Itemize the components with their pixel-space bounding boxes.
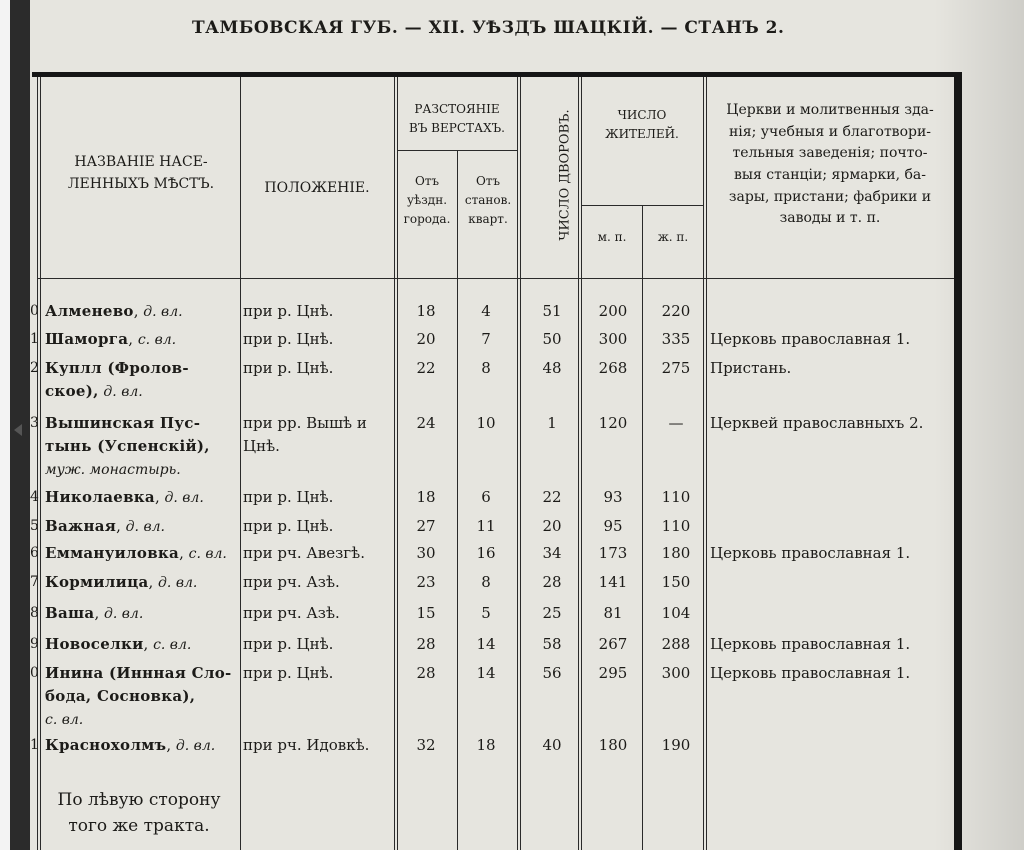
position-line-2: Цнѣ. [243, 437, 280, 455]
place-kind: муж. монастырь. [45, 462, 181, 478]
header-male: м. п. [597, 230, 627, 244]
place-name [45, 412, 245, 482]
table-top-rule [32, 72, 962, 77]
from-station-cell: 14 [476, 635, 496, 653]
female-cell: 288 [661, 635, 691, 653]
place-name [45, 357, 245, 404]
header-households [545, 90, 585, 260]
place-name: Еммануиловка, с. вл. [45, 544, 227, 562]
female-cell: 300 [661, 664, 691, 682]
position-cell: при р. Цнѣ. [243, 635, 334, 653]
place-name: Новоселки, с. вл. [45, 635, 192, 653]
notes-cell: Церковь православная 1. [710, 330, 911, 348]
male-cell: 93 [603, 488, 623, 506]
row-number: 6 [30, 545, 39, 561]
section-subheading-line-2: того же тракта. [68, 816, 210, 836]
from-station-cell: 8 [481, 573, 491, 591]
from-town-cell: 18 [416, 302, 436, 320]
place-name-text: Николаевка [45, 488, 155, 506]
place-name-text: Вышинская Пус- [45, 414, 201, 432]
header-distance: РАЗСТОЯНІЕ ВЪ ВЕРСТАХЪ. [409, 102, 505, 136]
place-name-text: Важная [45, 517, 117, 535]
female-cell: 110 [661, 488, 691, 506]
male-cell: 81 [603, 604, 623, 622]
from-station-cell: 10 [476, 414, 496, 432]
header-name: НАЗВАНІЕ НАСЕ- ЛЕННЫХЪ МѢСТЪ. [67, 154, 215, 192]
male-cell: 120 [598, 414, 628, 432]
row-number: 7 [30, 574, 39, 590]
place-kind: с. вл. [188, 546, 227, 562]
place-name: Краснохолмъ, д. вл. [45, 736, 216, 754]
position-cell: при рч. Идовкѣ. [243, 736, 370, 754]
table-right-rule [954, 72, 962, 850]
position-cell: при р. Цнѣ. [243, 517, 334, 535]
female-cell: 220 [661, 302, 691, 320]
male-cell: 267 [598, 635, 628, 653]
from-station-cell: 16 [476, 544, 496, 562]
place-kind: д. вл. [103, 384, 143, 400]
place-kind: д. вл. [164, 490, 204, 506]
female-cell: 190 [661, 736, 691, 754]
from-town-cell: 30 [416, 544, 436, 562]
female-cell: 150 [661, 573, 691, 591]
position-cell: при р. Цнѣ. [243, 302, 334, 320]
place-name-text-2: бода, Сосновка), [45, 687, 196, 705]
households-cell: 51 [542, 302, 562, 320]
place-name-text: Алменево [45, 302, 134, 320]
place-name-text-2: тынь (Успенскій), [45, 437, 210, 455]
running-head: ТАМБОВСКАЯ ГУБ. — XII. УѢЗДЪ ШАЦКІЙ. — СТАНЪ 2. [192, 18, 785, 38]
from-station-cell: 14 [476, 664, 496, 682]
position-cell: при рч. Авезгѣ. [243, 544, 365, 562]
place-name: Алменево, д. вл. [45, 302, 183, 320]
male-cell: 173 [598, 544, 628, 562]
position-cell: при р. Цнѣ. [243, 330, 334, 348]
from-town-cell: 32 [416, 736, 436, 754]
header-residents: ЧИСЛО ЖИТЕЛЕЙ. [605, 108, 679, 142]
from-town-cell: 20 [416, 330, 436, 348]
place-kind: д. вл. [158, 575, 198, 591]
from-town-cell: 23 [416, 573, 436, 591]
row-number: 3 [30, 415, 39, 431]
male-cell: 141 [598, 573, 628, 591]
place-name: Шаморга, с. вл. [45, 330, 177, 348]
from-station-cell: 8 [481, 359, 491, 377]
female-cell: 104 [661, 604, 691, 622]
place-name-text: Еммануиловка [45, 544, 180, 562]
column-rule [517, 77, 521, 850]
male-cell: 180 [598, 736, 628, 754]
from-station-cell: 6 [481, 488, 491, 506]
header-rule [397, 150, 517, 151]
row-number: 2 [30, 360, 39, 376]
notes-cell: Церковь православная 1. [710, 664, 911, 682]
place-name-text: Кормилица [45, 573, 149, 591]
place-name [45, 662, 245, 732]
from-town-cell: 28 [416, 664, 436, 682]
from-town-cell: 24 [416, 414, 436, 432]
header-from-station: Отъ станов. кварт. [464, 174, 512, 227]
notes-cell: Церквей православныхъ 2. [710, 414, 924, 432]
row-number: 1 [30, 331, 39, 347]
male-cell: 295 [598, 664, 628, 682]
place-kind: с. вл. [137, 332, 177, 348]
place-kind: д. вл. [103, 606, 144, 622]
row-number: 8 [30, 605, 39, 621]
header-female: ж. п. [657, 230, 689, 244]
position-cell: при р. Цнѣ. [243, 359, 334, 377]
header-rule [581, 205, 703, 206]
place-name-text: Шаморга [45, 330, 129, 348]
place-kind: д. вл. [125, 519, 165, 535]
place-name: Ваша, д. вл. [45, 604, 144, 622]
place-kind: д. вл. [175, 738, 216, 754]
place-name-text: Куплл (Фролов- [45, 359, 189, 377]
row-number: 5 [30, 518, 39, 534]
households-cell: 40 [542, 736, 562, 754]
position-cell [243, 412, 393, 458]
households-cell: 56 [542, 664, 562, 682]
households-cell: 58 [542, 635, 562, 653]
place-name-text-2: ское), [45, 382, 99, 400]
row-number: 0 [30, 303, 39, 319]
place-name-text: Ваша [45, 604, 95, 622]
section-subheading-line-1: По лѣвую сторону [57, 790, 221, 810]
female-cell: 275 [661, 359, 691, 377]
from-station-cell: 7 [481, 330, 491, 348]
male-cell: 300 [598, 330, 628, 348]
from-station-cell: 4 [481, 302, 491, 320]
from-town-cell: 18 [416, 488, 436, 506]
place-kind: с. вл. [153, 637, 192, 653]
place-name: Кормилица, д. вл. [45, 573, 198, 591]
from-station-cell: 5 [481, 604, 491, 622]
notes-cell: Церковь православная 1. [710, 544, 911, 562]
households-cell: 25 [542, 604, 562, 622]
row-number: 1 [30, 737, 39, 753]
position-cell: при рч. Азѣ. [243, 604, 340, 622]
households-cell: 48 [542, 359, 562, 377]
header-from-town: Отъ уѣздн. города. [403, 174, 451, 227]
notes-cell: Церковь православная 1. [710, 635, 911, 653]
position-line-1: при рр. Вышѣ и [243, 414, 367, 432]
from-town-cell: 28 [416, 635, 436, 653]
households-cell: 22 [542, 488, 562, 506]
row-number: 4 [30, 489, 39, 505]
place-name: Николаевка, д. вл. [45, 488, 204, 506]
place-kind: с. вл. [45, 712, 84, 728]
place-name: Важная, д. вл. [45, 517, 165, 535]
position-cell: при р. Цнѣ. [243, 488, 334, 506]
from-station-cell: 18 [476, 736, 496, 754]
from-town-cell: 15 [416, 604, 436, 622]
scanned-page [30, 0, 1024, 850]
place-name-text: Инина (Иннная Сло- [45, 664, 232, 682]
place-name-text: Новоселки [45, 635, 144, 653]
header-rule [38, 278, 954, 279]
households-cell: 34 [542, 544, 562, 562]
section-subheading [44, 787, 234, 839]
header-notes: Церкви и молитвенныя зда- нія; учебныя и благотвори- тельныя заведенія; почто- выя станціи; ярмарки, ба- зары, пристани; фабрики и заводы и т. п. [726, 102, 934, 227]
header-households-label: ЧИСЛО ДВОРОВЪ. [557, 109, 573, 241]
households-cell: 20 [542, 517, 562, 535]
households-cell: 50 [542, 330, 562, 348]
female-cell: — [668, 414, 684, 432]
households-cell: 1 [547, 414, 557, 432]
female-cell: 110 [661, 517, 691, 535]
from-station-cell: 11 [476, 517, 496, 535]
notes-cell: Пристань. [710, 359, 792, 377]
from-town-cell: 27 [416, 517, 436, 535]
header-position: ПОЛОЖЕНІЕ. [264, 180, 370, 196]
male-cell: 95 [603, 517, 623, 535]
position-cell: при р. Цнѣ. [243, 664, 334, 682]
previous-page-arrow-icon[interactable] [14, 424, 22, 436]
male-cell: 268 [598, 359, 628, 377]
place-name-text: Краснохолмъ [45, 736, 167, 754]
row-number: 9 [30, 636, 39, 652]
female-cell: 180 [661, 544, 691, 562]
from-town-cell: 22 [416, 359, 436, 377]
viewer-margin [0, 0, 10, 850]
position-cell: при рч. Азѣ. [243, 573, 340, 591]
male-cell: 200 [598, 302, 628, 320]
place-kind: д. вл. [143, 304, 183, 320]
row-number: 0 [30, 665, 39, 681]
households-cell: 28 [542, 573, 562, 591]
female-cell: 335 [661, 330, 691, 348]
